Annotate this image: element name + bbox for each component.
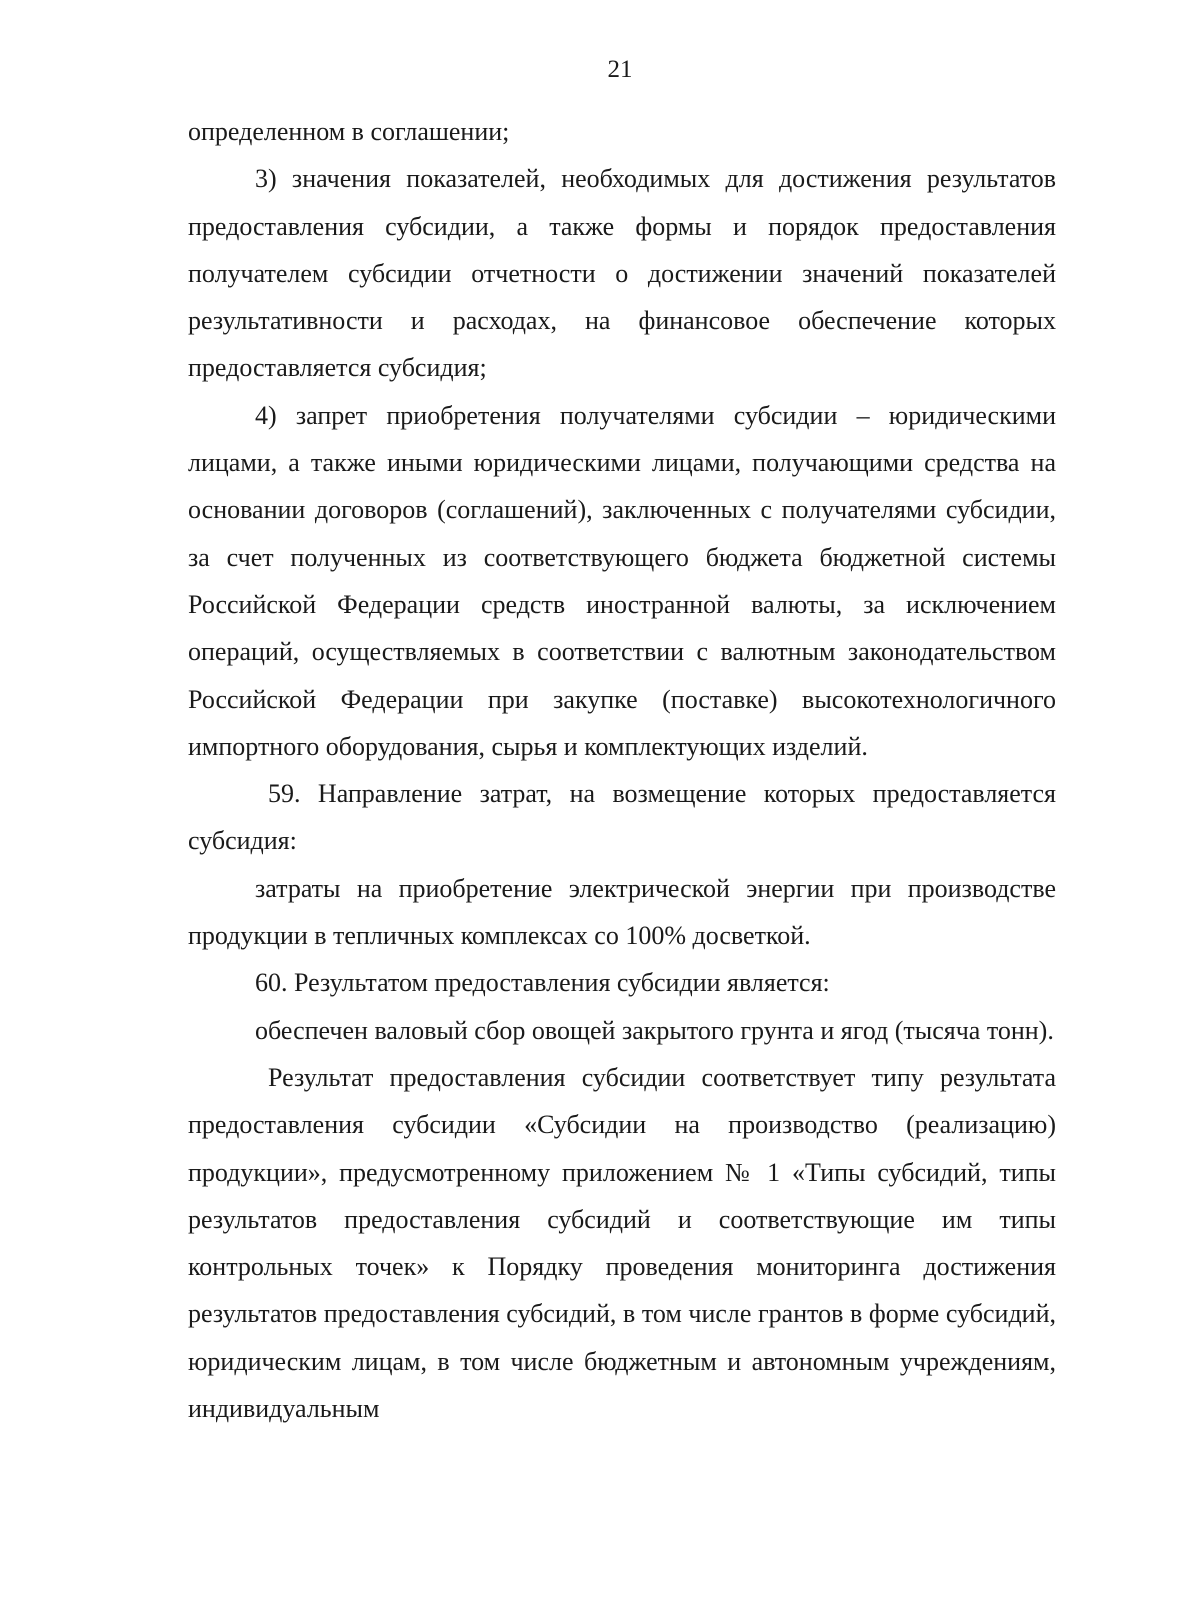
paragraph-item-4: 4) запрет приобретения получателями субсидии – юридическими лицами, а также иными юридическими лицами, получающими средства на основании договоров (соглашений), заключенных с получателями субсидии, за счет полученных из соответствующего бюджета бюджетной системы Российской Федерации средств иностранной валюты, за исключением операций, осуществляемых в соответствии с валютным законодательством Российской Федерации при закупке (поставке) высокотехнологичного импортного оборудования, сырья и комплектующих изделий.: [188, 400, 1056, 761]
paragraph-continuation: определенном в соглашении;: [188, 117, 510, 146]
paragraph-item-3: 3) значения показателей, необходимых для достижения результатов предоставления субсидии, а также формы и порядок предоставления получателем субсидии отчетности о достижении значений показателей результативности и расходах, на финансовое обеспечение которых предоставляется субсидия;: [188, 164, 1056, 383]
paragraph-59: 59. Направление затрат, на возмещение которых предоставляется субсидия:: [188, 779, 1056, 856]
page-number: 21: [607, 56, 633, 83]
paragraph-60: 60. Результатом предоставления субсидии является:: [255, 968, 830, 998]
paragraph-60-text: обеспечен валовый сбор овощей закрытого грунта и ягод (тысяча тонн).: [255, 1015, 1054, 1045]
paragraph-result-type: Результат предоставления субсидии соответствует типу результата предоставления субсидии «Субсидии на производство (реализацию) продукции», предусмотренному приложением № 1 «Типы субсидий, типы результатов предоставления субсидий и соответствующие им типы контрольных точек» к Порядку проведения мониторинга достижения результатов предоставления субсидий, в том числе грантов в форме субсидий, юридическим лицам, в том числе бюджетным и автономным учреждениям, индивидуальным: [188, 1062, 1056, 1424]
document-body: [188, 108, 1056, 1432]
paragraph-59-text: затраты на приобретение электрической энергии при производстве продукции в тепличных комплексах со 100% досветкой.: [188, 873, 1056, 951]
